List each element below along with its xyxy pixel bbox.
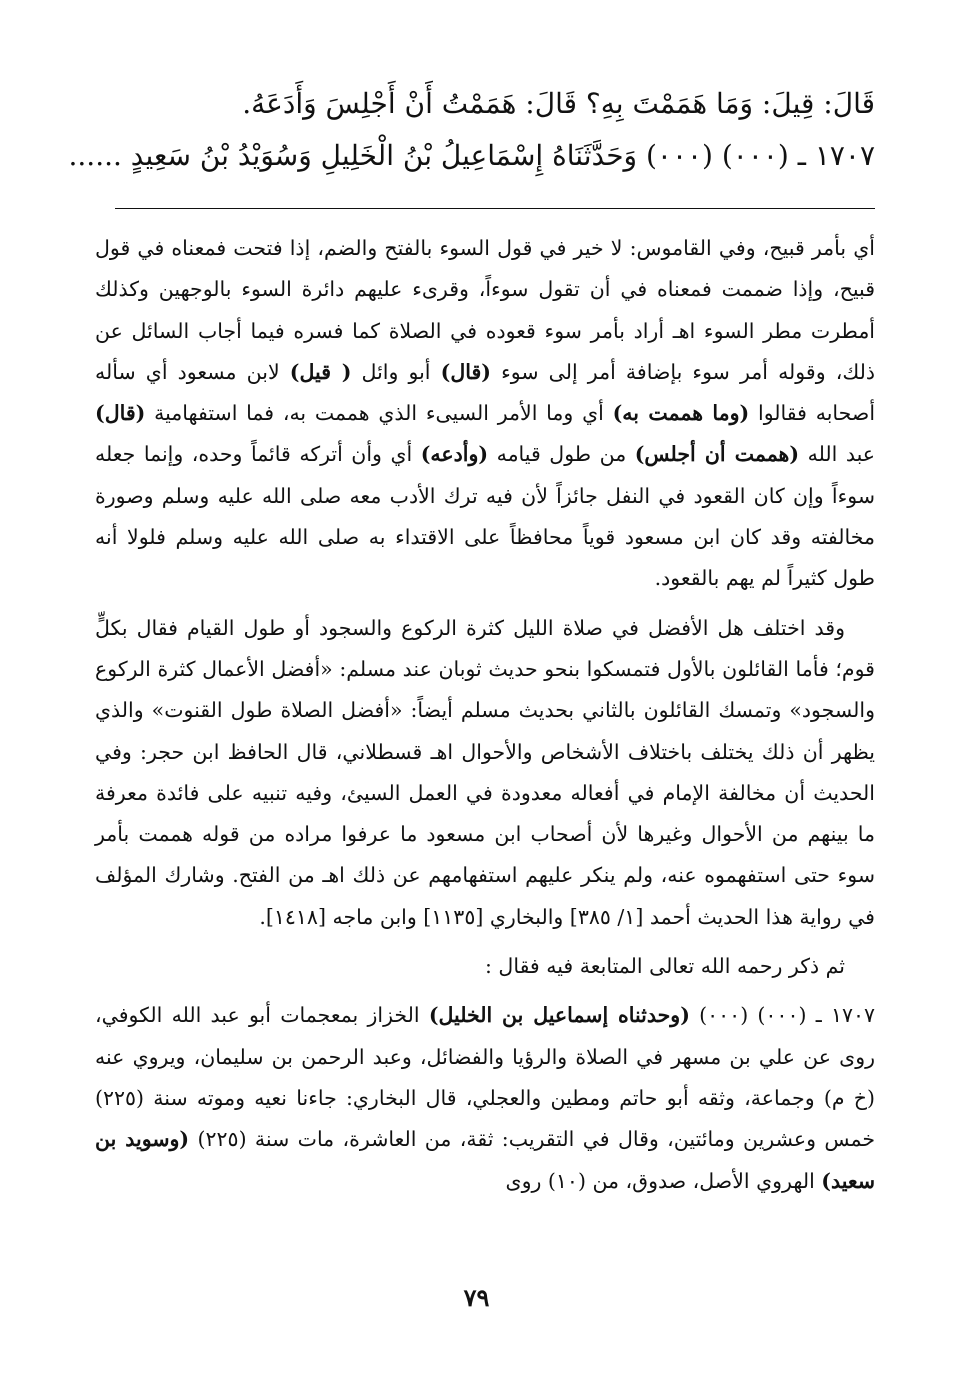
commentary-section [95,228,875,1210]
page-number: ٧٩ [463,1283,490,1312]
commentary-paragraph-3: ثم ذكر رحمه الله تعالى المتابعة فيه فقال : [485,954,845,979]
book-page [68,78,876,1368]
commentary-paragraph-4: ١٧٠٧ ـ (٠٠٠) (٠٠٠) (وحدثناه إسماعيل بن الخليل) الخزاز بمعجمات أبو عبد الله الكوفي، روى عن علي بن مسهر في الصلاة والرؤيا والفضائل، وعبد الرحمن بن سليمان، ويروي عنه (خ م) وجماعة، وثقه أبو حاتم ومطين والعجلي، قال البخاري: جاءنا نعيه وموته سنة (٢٢٥) خمس وعشرين ومائتين، وقال في التقريب: ثقة، من العاشرة، مات سنة (٢٢٥) (وسويد بن سعيد) الهروي الأصل، صدوق، من (١٠) روى [95,1003,876,1193]
footnote-divider [115,208,875,209]
hadith-text [68,78,875,182]
hadith-line-1: قَالَ: قِيلَ: وَمَا هَمَمْتَ بِهِ؟ قَالَ: هَمَمْتُ أَنْ أَجْلِسَ وَأَدَعَهُ. [242,87,875,120]
commentary-paragraph-2: وقد اختلف هل الأفضل في صلاة الليل كثرة الركوع والسجود أو طول القيام فقال بكلٍّ قوم؛ فأما القائلون بالأول فتمسكوا بنحو حديث ثوبان عند مسلم: «أفضل الأعمال كثرة الركوع والسجود» وتمسك القائلون بالثاني بحديث مسلم أيضاً: «أفضل الصلاة طول القنوت» والذي يظهر أن ذلك يختلف باختلاف الأشخاص والأحوال اهـ قسطلاني، قال الحافظ ابن حجر: وفي الحديث أن مخالفة الإمام في أفعاله معدودة في العمل السيئ، وفيه تنبيه على فائدة معرفة ما بينهم من الأحوال وغيرها لأن أصحاب ابن مسعود ما عرفوا مراده من قوله هممت بأمر سوء حتى استفهموه عنه، ولم ينكر عليهم استفهامهم عن ذلك اهـ من الفتح. وشارك المؤلف في رواية هذا الحديث أحمد [١/ ٣٨٥] والبخاري [١١٣٥] وابن ماجه [١٤١٨]. [95,615,875,929]
commentary-paragraph-1: أي بأمر قبيح، وفي القاموس: لا خير في قول السوء بالفتح والضم، إذا فتحت فمعناه في قول قبيح، وإذا ضممت فمعناه في أن تقول سوءاً، وقرىء عليهم دائرة السوء بالوجهين وكذلك أمطرت مطر السوء اهـ أراد بأمر سوء قعوده في الصلاة كما فسره فيما أجاب السائل عن ذلك، وقوله أمر سوء بإضافة أمر إلى سوء (قال) أبو وائل ( قيل) لابن مسعود أي سأله أصحابه فقالوا (وما هممت به) أي وما الأمر السيىء الذي هممت به، فما استفهامية (قال) عبد الله (هممت أن أجلس) من طول قيامه (وأدعه) أي وأن أتركه قائماً وحده، وإنما جعله سوءاً وإن كان القعود في النفل جائزاً لأن فيه ترك الأدب معه صلى الله عليه وسلم وصورة مخالفته وقد كان ابن مسعود قوياً محافظاً على الاقتداء به صلى الله عليه وسلم فلولا أنه طول كثيراً لم يهم بالقعود. [95,236,876,591]
hadith-line-2: ١٧٠٧ ـ (٠٠٠) (٠٠٠) وَحَدَّثَنَاهُ إِسْمَاعِيلُ بْنُ الْخَلِيلِ وَسُوَيْدُ بْنُ سَعِيدٍ ...... [68,139,875,172]
